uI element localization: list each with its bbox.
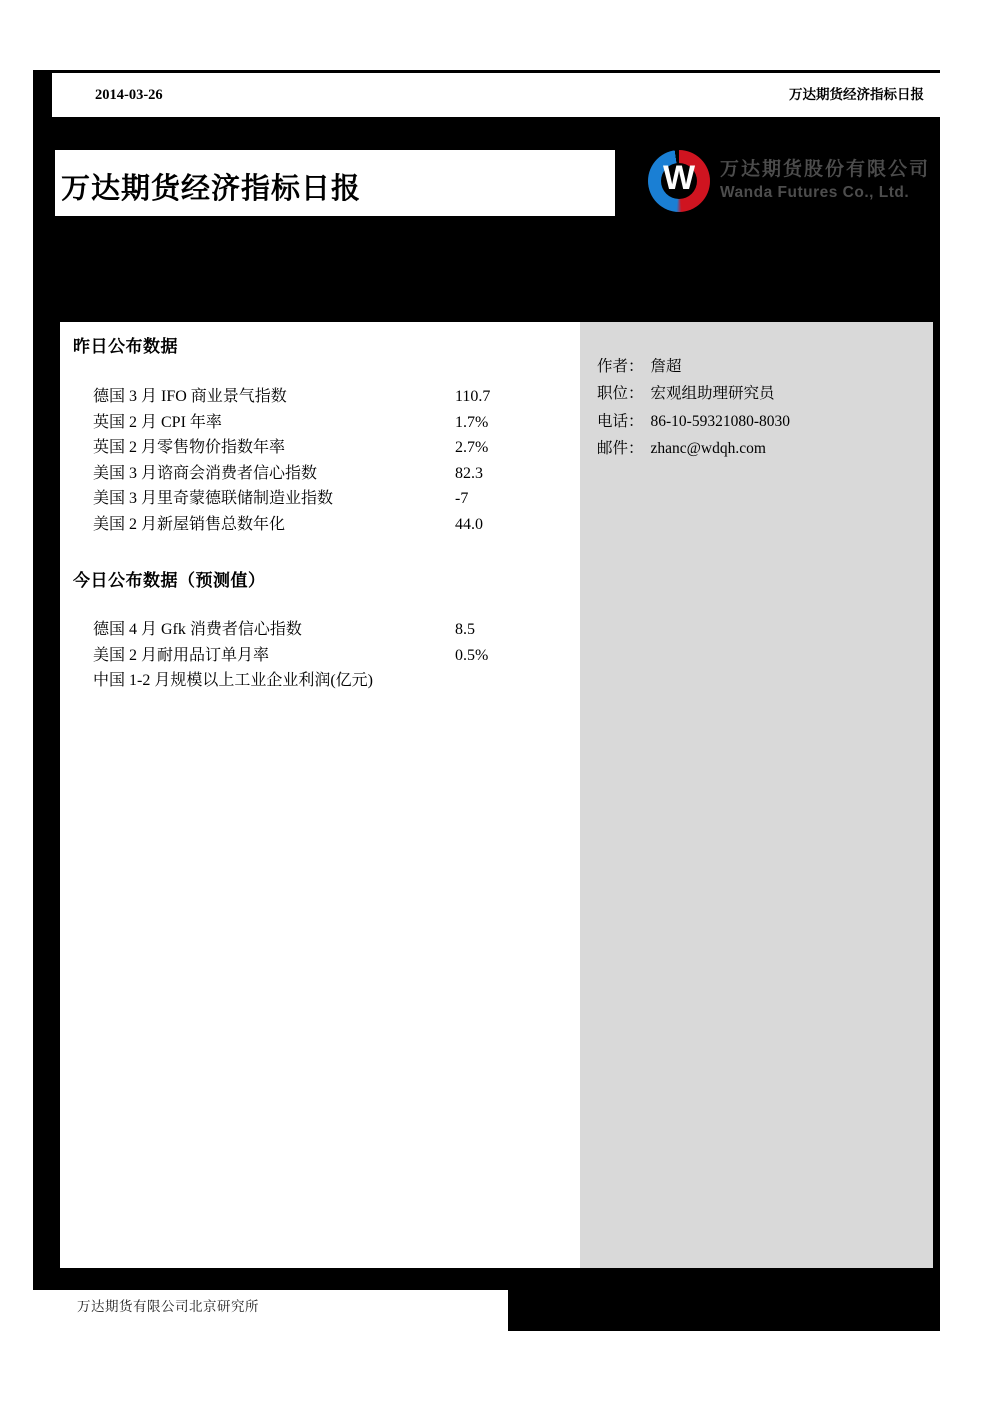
- author-value: 86-10-59321080-8030: [650, 412, 791, 430]
- author-info: [597, 353, 927, 463]
- indicator-label: 英国 2 月零售物价指数年率: [93, 439, 286, 457]
- indicator-value: 110.7: [455, 388, 491, 405]
- indicator-label: 美国 2 月耐用品订单月率: [93, 646, 270, 664]
- section-heading-yesterday: 昨日公布数据: [73, 337, 178, 356]
- section-heading-today: 今日公布数据（预测值）: [73, 571, 266, 590]
- yesterday-data-table: [93, 384, 493, 538]
- today-data-table: [93, 617, 493, 694]
- indicator-label: 美国 3 月里奇蒙德联储制造业指数: [93, 490, 334, 508]
- author-label: 邮件：: [597, 440, 644, 458]
- table-row: [93, 410, 493, 436]
- author-row: [597, 380, 927, 407]
- author-row: [597, 353, 927, 380]
- indicator-value: -7: [455, 490, 469, 508]
- page-title: 万达期货经济指标日报: [61, 173, 362, 205]
- table-row: [93, 617, 493, 643]
- logo-company-cn: 万达期货股份有限公司: [720, 159, 931, 180]
- indicator-value: 2.7%: [455, 439, 489, 457]
- logo-text-block: [720, 154, 940, 202]
- wanda-logo-icon: [648, 150, 710, 212]
- author-sidebar: [580, 322, 933, 1268]
- footer-company: 万达期货有限公司北京研究所: [77, 1299, 259, 1314]
- table-row: [93, 486, 493, 512]
- indicator-label: 德国 3 月 IFO 商业景气指数: [93, 388, 287, 405]
- table-row: [93, 643, 493, 669]
- title-box: [55, 150, 615, 216]
- table-row: [93, 668, 493, 694]
- header-report-title: 万达期货经济指标日报: [789, 87, 924, 102]
- indicator-value: 8.5: [455, 621, 475, 638]
- header-band: [52, 73, 940, 117]
- indicator-value: 1.7%: [455, 413, 489, 431]
- author-row: [597, 435, 927, 462]
- indicator-value: 82.3: [455, 464, 483, 482]
- author-value: 詹超: [650, 358, 682, 375]
- report-date: 2014-03-26: [95, 87, 163, 103]
- indicator-value: 0.5%: [455, 646, 489, 664]
- table-row: [93, 461, 493, 487]
- author-value: zhanc@wdqh.com: [650, 440, 766, 458]
- author-label: 职位：: [597, 385, 644, 403]
- author-label: 作者：: [597, 358, 644, 375]
- author-row: [597, 408, 927, 435]
- table-row: [93, 384, 493, 410]
- indicator-label: 美国 3 月谘商会消费者信心指数: [93, 464, 318, 482]
- indicator-value: [455, 668, 493, 694]
- table-row: [93, 435, 493, 461]
- table-row: [93, 512, 493, 538]
- author-label: 电话：: [597, 412, 644, 430]
- footer-band: [33, 1290, 508, 1331]
- indicator-label: 德国 4 月 Gfk 消费者信心指数: [93, 621, 302, 638]
- indicator-label: 美国 2 月新屋销售总数年化: [93, 515, 286, 533]
- logo-monogram: W: [662, 159, 696, 197]
- indicator-label: 英国 2 月 CPI 年率: [93, 413, 222, 431]
- author-value: 宏观组助理研究员: [650, 385, 775, 403]
- logo-company-en: Wanda Futures Co., Ltd.: [720, 184, 910, 201]
- indicator-value: 44.0: [455, 515, 483, 533]
- indicator-label: 中国 1-2 月规模以上工业企业利润(亿元): [93, 672, 373, 690]
